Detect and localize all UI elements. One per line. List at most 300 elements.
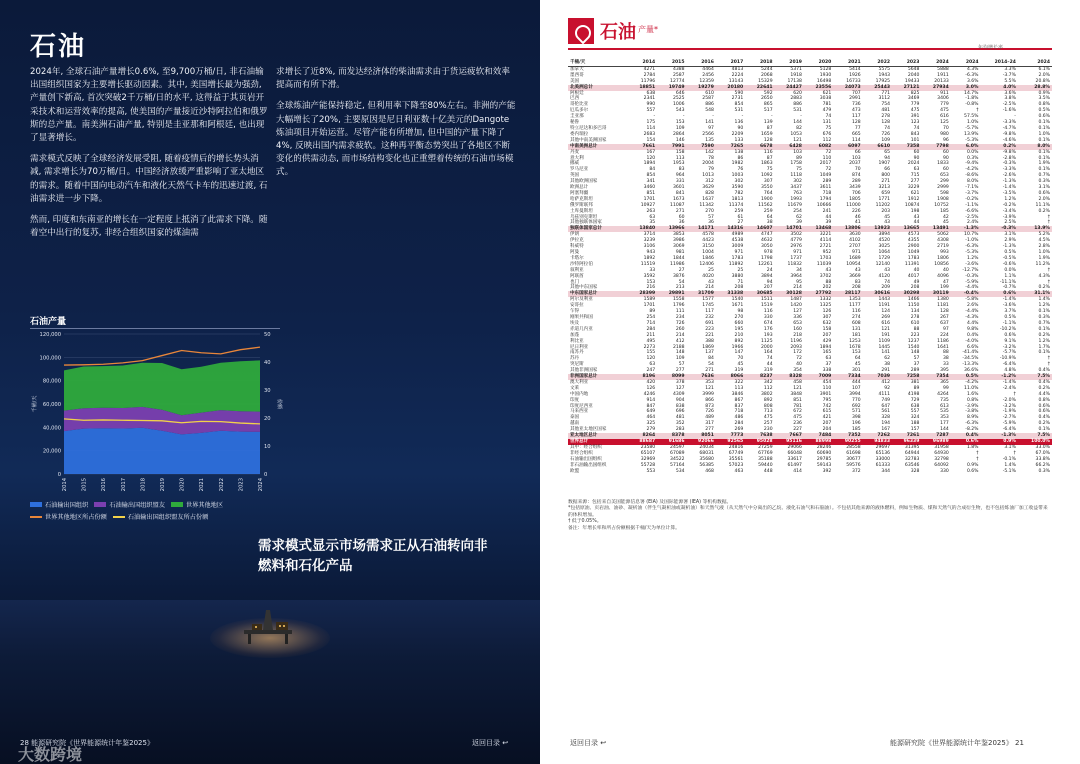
- table-cell: 144: [793, 120, 802, 126]
- table-cell: 531: [793, 108, 802, 114]
- table-cell: 172: [793, 350, 802, 356]
- x-tick-label: 2024: [258, 478, 264, 492]
- table-cell: 11202: [875, 202, 891, 208]
- table-cell: 0.3%: [1038, 179, 1050, 185]
- table-cell: 1380: [937, 297, 949, 303]
- table-cell: 107: [851, 385, 861, 391]
- table-cell: 27: [737, 220, 744, 226]
- x-tick-label: 2018: [140, 478, 147, 492]
- table-cell: 7334: [833, 374, 862, 380]
- table-cell: 124: [881, 309, 891, 315]
- table-cell: 1758: [790, 161, 802, 167]
- table-cell: 阿联酋: [570, 273, 584, 279]
- table-cell: 亚太地区总计: [568, 433, 628, 439]
- table-cell: 2.4%: [966, 220, 979, 226]
- table-cell: 43: [884, 267, 891, 273]
- table-cell: 158: [822, 326, 832, 332]
- table-cell: 30685: [745, 291, 774, 297]
- table-cell: 216: [646, 285, 656, 291]
- table-cell: -10.2%: [999, 326, 1016, 332]
- callout-text: 需求模式显示市场需求正从石油转向非燃料和石化产品: [258, 538, 488, 574]
- table-cell: 120: [646, 356, 656, 362]
- column-header: 2020: [804, 60, 833, 66]
- table-cell: 1558: [672, 297, 685, 303]
- table-cell: 75: [825, 125, 832, 131]
- table-cell: 116: [763, 309, 773, 315]
- table-cell: 3.1%: [1004, 232, 1016, 238]
- table-cell: 421: [822, 415, 832, 421]
- table-cell: 223: [910, 332, 920, 338]
- table-cell: 123: [910, 120, 920, 126]
- table-cell: 89: [913, 385, 920, 391]
- table-cell: 943: [646, 250, 656, 255]
- table-cell: 800: [881, 173, 891, 179]
- table-cell: 185: [940, 208, 949, 214]
- table-cell: †: [976, 456, 979, 462]
- table-cell: 714: [646, 320, 656, 326]
- footer-right: 能源研究院《世界能源统计年鉴2025》 21: [890, 739, 1024, 747]
- table-cell: -8.2%: [965, 427, 979, 433]
- table-cell: †: [1047, 356, 1050, 362]
- table-cell: -1.3%: [1002, 179, 1016, 185]
- table-cell: 中南美洲总计: [568, 144, 628, 150]
- table-cell: 3994: [849, 391, 861, 397]
- table-cell: 独联体国家总计: [568, 226, 628, 232]
- table-cell: 10856: [934, 261, 949, 267]
- table-cell: 7358: [892, 144, 921, 150]
- table-cell: 13468: [804, 226, 833, 232]
- table-cell: 意大利: [570, 155, 584, 161]
- table-cell: 837: [734, 403, 744, 409]
- table-cell: 57.5%: [964, 114, 979, 120]
- table-cell: 64: [854, 356, 861, 362]
- table-cell: 63: [649, 214, 656, 220]
- table-cell: -3.7%: [1002, 72, 1016, 78]
- table-cell: 35: [649, 220, 656, 226]
- table-cell: 207: [822, 421, 832, 427]
- watermark: 大数跨境: [18, 745, 83, 764]
- table-cell: 11832: [787, 261, 802, 267]
- table-cell: 531: [734, 108, 744, 114]
- table-cell: 1671: [731, 303, 744, 309]
- table-cell: 978: [763, 250, 773, 255]
- table-cell: -5.1%: [1002, 468, 1016, 474]
- y-tick-label: 60,000: [42, 402, 61, 408]
- table-cell: 2721: [819, 244, 832, 250]
- table-cell: 128: [851, 120, 861, 126]
- y2-tick-label: 50: [264, 332, 271, 338]
- x-tick-label: 2020: [179, 478, 186, 492]
- table-cell: 28399: [628, 291, 657, 297]
- table-cell: 1191: [878, 303, 891, 309]
- return-arrow-icon: ↩: [502, 739, 509, 747]
- table-cell: 12261: [758, 261, 773, 267]
- table-cell: 75: [796, 167, 802, 173]
- table-cell: 13840: [628, 226, 657, 232]
- table-cell: -1.4%: [1002, 297, 1016, 303]
- table-cell: 美国: [570, 78, 580, 84]
- table-cell: 90: [913, 155, 920, 161]
- table-cell: 177: [940, 421, 949, 427]
- table-cell: 90: [942, 155, 949, 161]
- table-cell: 557: [910, 409, 920, 415]
- table-cell: 317: [705, 421, 714, 427]
- table-cell: 475: [763, 415, 773, 421]
- table-cell: 7261: [892, 433, 921, 439]
- table-cell: 131: [851, 326, 861, 332]
- table-cell: 153: [675, 120, 685, 126]
- table-cell: 1894: [643, 161, 656, 167]
- table-cell: 1.9%: [1038, 255, 1050, 261]
- table-cell: 28117: [833, 291, 862, 297]
- table-cell: 0.3%: [1038, 468, 1050, 474]
- table-cell: 秘鲁: [570, 120, 580, 126]
- table-cell: 28558: [846, 444, 861, 450]
- table-cell: 0.6%: [981, 291, 1018, 297]
- oil-rig-icon: [238, 608, 298, 648]
- table-cell: 1049: [819, 173, 832, 179]
- table-cell: 1659: [761, 131, 773, 137]
- table-cell: 279: [646, 427, 656, 433]
- table-cell: 392: [822, 468, 832, 474]
- table-cell: 114: [646, 125, 656, 131]
- table-cell: 38: [942, 356, 949, 362]
- table-cell: 37: [913, 362, 920, 368]
- table-cell: 2.8%: [1038, 244, 1050, 250]
- table-cell: 4632: [761, 238, 773, 244]
- table-cell: 44: [825, 214, 832, 220]
- table-cell: -1.0%: [965, 238, 979, 244]
- table-cell: 330: [763, 314, 773, 320]
- table-cell: 96989: [921, 439, 950, 445]
- table-cell: 561: [881, 409, 891, 415]
- table-cell: 13806: [833, 226, 862, 232]
- table-cell: 1943: [878, 72, 891, 78]
- return-to-contents-link[interactable]: [472, 738, 508, 748]
- table-cell: 322: [734, 379, 744, 385]
- table-cell: 193: [763, 332, 773, 338]
- table-cell: 74: [884, 279, 891, 285]
- table-cell: 4.4%: [966, 320, 979, 326]
- table-cell: 7484: [804, 433, 833, 439]
- table-cell: 1540: [907, 344, 920, 350]
- table-cell: 89: [796, 155, 802, 161]
- table-cell: 3848: [790, 391, 802, 397]
- table-cell: 1912: [907, 196, 920, 202]
- table-cell: 11519: [640, 261, 656, 267]
- table-cell: 867: [734, 397, 744, 403]
- table-cell: 欧盟: [570, 468, 580, 474]
- table-cell: -8.6%: [965, 173, 979, 179]
- table-cell: 1.1%: [1004, 273, 1016, 279]
- y-tick-label: 100,000: [39, 355, 61, 362]
- table-cell: 11.1%: [1035, 202, 1050, 208]
- table-cell: 59576: [846, 462, 861, 468]
- table-cell: 157: [910, 427, 920, 433]
- y-tick-label: 120,000: [39, 332, 61, 338]
- table-cell: 7258: [892, 374, 921, 380]
- table-cell: 113: [675, 155, 685, 161]
- table-cell: 218: [793, 332, 802, 338]
- table-cell: 4020: [702, 273, 714, 279]
- text-column-left: [30, 66, 268, 248]
- table-cell: 77: [854, 125, 861, 131]
- table-cell: -1.2%: [981, 374, 1018, 380]
- table-cell: 111: [675, 309, 685, 315]
- table-cell: 795: [822, 397, 832, 403]
- table-cell: 24597: [670, 444, 685, 450]
- table-cell: 843: [910, 131, 920, 137]
- table-cell: 76: [737, 167, 744, 173]
- table-cell: 610: [910, 320, 920, 326]
- table-cell: -4.4%: [965, 309, 979, 315]
- table-cell: 0.1%: [1038, 326, 1050, 332]
- table-cell: 巴西: [570, 96, 580, 102]
- legend-swatch: [30, 502, 42, 507]
- table-cell: 2017: [819, 161, 832, 167]
- table-cell: 674: [763, 320, 773, 326]
- table-cell: 2037: [849, 161, 861, 167]
- table-cell: 259: [763, 208, 773, 214]
- table-cell: 116: [851, 309, 861, 315]
- table-cell: 13665: [892, 226, 921, 232]
- table-cell: 1953: [672, 161, 685, 167]
- table-cell: †: [976, 108, 979, 114]
- table-cell: 印度尼西亚: [570, 403, 593, 409]
- table-cell: 33.8%: [1035, 456, 1050, 462]
- table-cell: 3901: [819, 391, 832, 397]
- table-cell: 230: [763, 427, 773, 433]
- table-cell: 其他欧洲国家: [570, 179, 598, 185]
- table-cell: 91686: [657, 439, 686, 445]
- table-cell: 199: [940, 285, 949, 291]
- table-cell: 1678: [849, 344, 861, 350]
- return-to-contents-link[interactable]: [570, 738, 606, 748]
- table-cell: 1813: [731, 196, 744, 202]
- table-cell: 61: [737, 214, 744, 220]
- table-cell: 1.6%: [966, 391, 979, 397]
- table-cell: 19279: [687, 85, 716, 91]
- table-cell: 2864: [672, 131, 685, 137]
- table-cell: 3025: [878, 244, 891, 250]
- table-cell: 1771: [878, 196, 891, 202]
- table-cell: 175: [646, 120, 656, 126]
- table-cell: 叙利亚: [570, 267, 584, 273]
- table-cell: 委内瑞拉: [570, 131, 589, 137]
- table-cell: -34.5%: [962, 356, 979, 362]
- table-cell: 5062: [937, 232, 949, 238]
- table-cell: 726: [675, 320, 685, 326]
- table-cell: 307: [763, 179, 773, 185]
- table-cell: -: [800, 114, 802, 120]
- table-cell: -1.4%: [1002, 185, 1016, 191]
- table-cell: 马来西亚: [570, 409, 589, 415]
- table-cell: 0.2%: [1038, 285, 1050, 291]
- table-cell: 92565: [716, 439, 745, 445]
- table-cell: 289: [822, 179, 832, 185]
- table-cell: -6.4%: [1002, 362, 1016, 368]
- table-cell: 1689: [849, 255, 861, 261]
- table-cell: 61698: [846, 450, 861, 456]
- table-cell: 70: [854, 167, 861, 173]
- table-cell: 133: [734, 137, 744, 143]
- table-cell: -4.2%: [965, 167, 979, 173]
- table-cell: †: [976, 450, 979, 456]
- table-cell: 481: [881, 108, 891, 114]
- table-cell: 35188: [758, 456, 773, 462]
- table-cell: 892: [763, 397, 773, 403]
- table-cell: 1006: [672, 102, 685, 108]
- table-cell: 57: [678, 362, 685, 368]
- table-cell: 865: [763, 102, 773, 108]
- return-label[interactable]: 返回目录: [472, 739, 500, 747]
- table-cell: -5.3%: [965, 137, 979, 143]
- table-cell: 1.8%: [966, 444, 979, 450]
- table-cell: -: [682, 114, 685, 120]
- table-cell: 24816: [728, 444, 744, 450]
- table-cell: 120: [646, 155, 656, 161]
- table-cell: 1003: [731, 173, 744, 179]
- table-cell: 637: [940, 320, 949, 326]
- table-cell: 271: [675, 208, 685, 214]
- table-cell: -6.6%: [965, 208, 979, 214]
- table-cell: 330: [940, 468, 949, 474]
- table-cell: 4246: [643, 391, 656, 397]
- table-cell: 71: [737, 279, 744, 285]
- table-cell: 2731: [731, 96, 744, 102]
- table-cell: 38: [766, 220, 773, 226]
- table-cell: 22641: [745, 85, 774, 91]
- table-cell: 388: [705, 338, 714, 344]
- table-cell: 647: [881, 403, 891, 409]
- table-cell: 548: [705, 108, 714, 114]
- table-cell: 30119: [921, 291, 950, 297]
- table-cell: 1701: [643, 303, 656, 309]
- table-cell: 埃及: [570, 320, 580, 326]
- table-cell: 914: [646, 397, 656, 403]
- legend-label: 世界其他地区所占份额: [45, 514, 107, 521]
- table-cell: 36: [708, 220, 714, 226]
- column-header: 2019: [775, 60, 804, 66]
- table-cell: -3.2%: [1002, 344, 1016, 350]
- table-cell: 0.6%: [1038, 114, 1050, 120]
- table-cell: 厄瓜多尔: [570, 108, 589, 114]
- table-cell: 210: [734, 332, 744, 338]
- table-cell: 649: [646, 409, 656, 415]
- table-cell: 1013: [702, 173, 714, 179]
- table-cell: 57164: [670, 462, 685, 468]
- table-cell: 60: [913, 149, 920, 155]
- table-cell: 146: [675, 137, 685, 143]
- table-page-subtitle: 产量*: [638, 25, 658, 34]
- chart-legend: [30, 500, 295, 524]
- table-cell: 165: [822, 350, 832, 356]
- table-cell: 110: [822, 385, 832, 391]
- table-cell: 8066: [716, 374, 745, 380]
- table-cell: 11562: [758, 202, 773, 208]
- table-cell: †: [1047, 220, 1050, 226]
- return-label[interactable]: 返回目录: [570, 739, 598, 747]
- table-cell: 土库曼斯坦: [570, 208, 593, 214]
- table-cell: 608: [851, 320, 861, 326]
- table-cell: 3986: [672, 238, 685, 244]
- table-cell: 1332: [819, 297, 832, 303]
- table-cell: 749: [881, 397, 891, 403]
- table-cell: 10874: [904, 202, 920, 208]
- table-cell: 54: [708, 362, 714, 368]
- table-cell: 1833: [937, 161, 949, 167]
- table-cell: 2719: [937, 244, 949, 250]
- table-cell: 0.1%: [1038, 120, 1050, 126]
- table-cell: 479: [822, 108, 832, 114]
- table-cell: 1673: [672, 196, 685, 202]
- table-cell: 70: [737, 356, 744, 362]
- table-cell: 341: [646, 179, 656, 185]
- table-cell: 1177: [849, 303, 861, 309]
- table-cell: 63: [913, 167, 920, 173]
- table-cell: 495: [646, 338, 656, 344]
- table-cell: 2024: [907, 161, 920, 167]
- table-cell: 155: [646, 350, 656, 356]
- table-cell: 665: [851, 131, 861, 137]
- table-cell: 0.2%: [1038, 385, 1050, 391]
- table-cell: 221: [705, 332, 714, 338]
- table-cell: 307: [822, 314, 832, 320]
- table-cell: 3894: [761, 273, 773, 279]
- table-cell: 144: [940, 427, 949, 433]
- table-cell: 1092: [761, 173, 773, 179]
- table-cell: 214: [675, 332, 685, 338]
- table-cell: 167: [646, 149, 656, 155]
- table-cell: -2.6%: [1002, 173, 1016, 179]
- table-cell: 142: [705, 149, 714, 155]
- table-cell: 3106: [643, 244, 656, 250]
- table-cell: 1.2%: [1038, 303, 1050, 309]
- table-cell: 3999: [702, 391, 714, 397]
- table-cell: 0.6%: [951, 439, 981, 445]
- table-cell: 1729: [878, 255, 891, 261]
- table-cell: 136: [734, 120, 744, 126]
- table-cell: 28.8%: [1018, 85, 1052, 91]
- table-cell: 2976: [790, 244, 802, 250]
- table-cell: 1966: [731, 344, 744, 350]
- table-cell: 7.5%: [1018, 374, 1052, 380]
- table-cell: 1443: [878, 297, 891, 303]
- table-cell: 11892: [728, 261, 744, 267]
- table-cell: -1.1%: [965, 202, 979, 208]
- table-cell: 88: [825, 279, 832, 285]
- page-title: 石油: [30, 32, 87, 62]
- table-cell: 3550: [761, 185, 773, 191]
- table-cell: 125: [940, 120, 949, 126]
- production-chart: [24, 324, 294, 506]
- table-cell: 128: [881, 120, 891, 126]
- table-cell: 83: [854, 279, 861, 285]
- table-cell: 北美洲总计: [568, 85, 628, 91]
- table-cell: 4.3%: [966, 66, 979, 72]
- table-cell: 60: [678, 214, 685, 220]
- table-cell: 263: [646, 208, 656, 214]
- table-cell: 30616: [863, 291, 892, 297]
- table-cell: 4.5%: [1038, 238, 1050, 244]
- table-cell: -1.4%: [1002, 379, 1016, 385]
- table-cell: 35561: [728, 456, 744, 462]
- table-cell: 2273: [643, 344, 656, 350]
- table-cell: 590: [734, 90, 744, 96]
- table-cell: 67089: [670, 450, 685, 456]
- table-cell: 2.9%: [1004, 238, 1016, 244]
- table-cell: -9.4%: [965, 161, 979, 167]
